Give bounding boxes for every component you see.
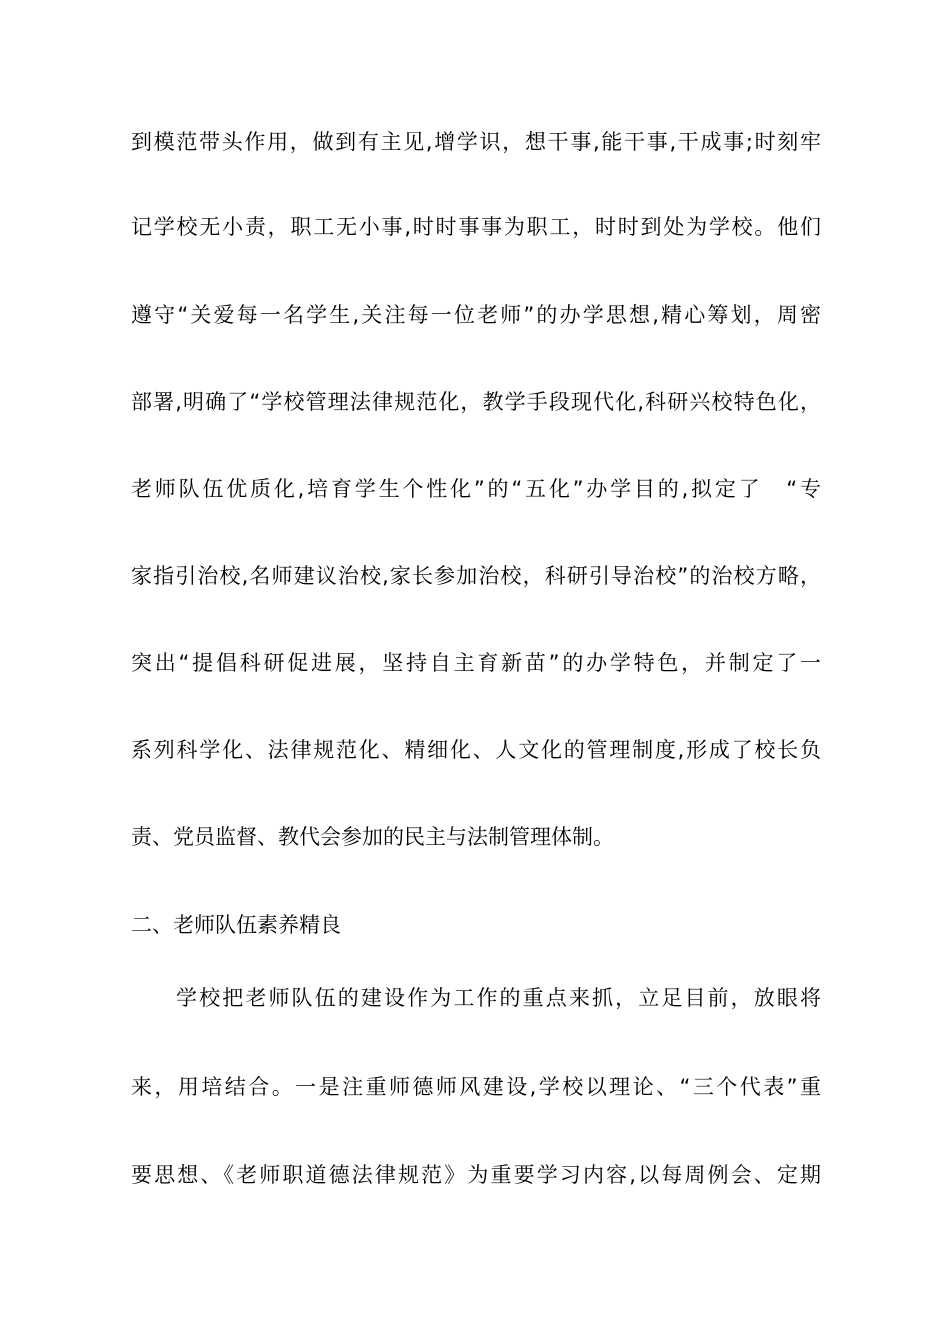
paragraph-line: 记学校无小责，职工无小事,时时事事为职工，时时到处为学校。他们 <box>131 215 821 239</box>
paragraph-line: 部署,明确了“学校管理法律规范化，教学手段现代化,科研兴校特色化， <box>131 390 821 414</box>
section-heading: 二、老师队伍素养精良 <box>131 913 341 937</box>
paragraph-line: 要思想、《老师职道德法律规范》为重要学习内容,以每周例会、定期 <box>131 1163 821 1187</box>
paragraph-line: 突出“提倡科研促进展，坚持自主育新苗”的办学特色，并制定了一 <box>131 651 821 675</box>
paragraph-line: 系列科学化、法律规范化、精细化、人文化的管理制度,形成了校长负 <box>131 738 821 762</box>
paragraph-line: 到模范带头作用，做到有主见,增学识，想干事,能干事,干成事;时刻牢 <box>131 130 821 154</box>
paragraph-line: 家指引治校,名师建议治校,家长参加治校，科研引导治校”的治校方略， <box>131 564 821 588</box>
paragraph-line: 学校把老师队伍的建设作为工作的重点来抓，立足目前，放眼将 <box>176 986 821 1010</box>
paragraph-line: 遵守“关爱每一名学生,关注每一位老师”的办学思想,精心筹划，周密 <box>131 303 821 327</box>
paragraph-line: 来，用培结合。一是注重师德师风建设,学校以理论、“三个代表”重 <box>131 1075 821 1099</box>
paragraph-line: 老师队伍优质化,培育学生个性化”的“五化”办学目的,拟定了 “专 <box>131 477 821 501</box>
paragraph-line: 责、党员监督、教代会参加的民主与法制管理体制。 <box>131 825 614 849</box>
